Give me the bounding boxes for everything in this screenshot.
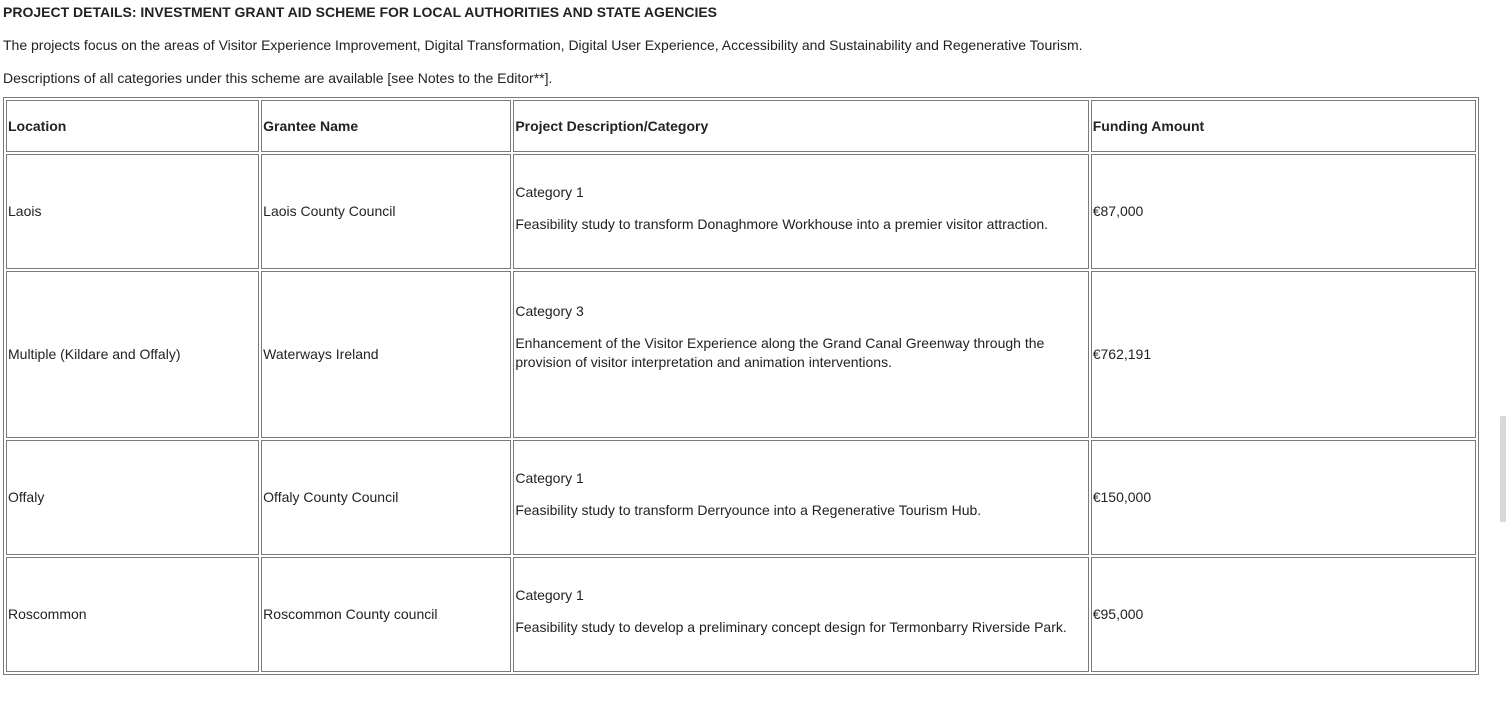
table-row <box>6 271 1476 438</box>
header-grantee-name: Grantee Name <box>261 100 511 152</box>
intro-paragraph: The projects focus on the areas of Visitor Experience Improvement, Digital Transformation, Digital User Experience, Accessibility and Sustainability and Regenerative Tourism. <box>3 37 1083 53</box>
cell-grantee: Waterways Ireland <box>261 271 511 438</box>
project-description: Feasibility study to transform Donaghmore Workhouse into a premier visitor attraction. <box>515 216 1049 232</box>
category-label: Category 3 <box>515 302 584 319</box>
project-description: Feasibility study to transform Derryounce into a Regenerative Tourism Hub. <box>515 502 982 518</box>
cell-location: Roscommon <box>6 557 259 672</box>
cell-funding: €95,000 <box>1091 557 1476 672</box>
notes-paragraph: Descriptions of all categories under this scheme are available [see Notes to the Editor**]. <box>3 70 553 86</box>
table-header-row <box>6 100 1476 152</box>
cell-description <box>513 440 1088 555</box>
cell-grantee: Laois County Council <box>261 154 511 269</box>
table-row <box>6 440 1476 555</box>
cell-grantee: Roscommon County council <box>261 557 511 672</box>
header-location: Location <box>6 100 259 152</box>
cell-location: Multiple (Kildare and Offaly) <box>6 271 259 438</box>
header-project-description: Project Description/Category <box>513 100 1088 152</box>
header-funding-amount: Funding Amount <box>1091 100 1476 152</box>
cell-funding: €762,191 <box>1091 271 1476 438</box>
cell-funding: €150,000 <box>1091 440 1476 555</box>
grants-table <box>3 97 1479 675</box>
table-row <box>6 557 1476 672</box>
cell-description <box>513 557 1088 672</box>
scrollbar-thumb[interactable] <box>1500 416 1506 522</box>
cell-location: Laois <box>6 154 259 269</box>
cell-funding: €87,000 <box>1091 154 1476 269</box>
page-title: PROJECT DETAILS: INVESTMENT GRANT AID SCHEME FOR LOCAL AUTHORITIES AND STATE AGENCIES <box>3 4 718 20</box>
category-label: Category 1 <box>515 470 584 486</box>
project-description: Enhancement of the Visitor Experience along the Grand Canal Greenway through the provision of visitor interpretation and animation interventions. <box>515 334 1045 370</box>
table-row <box>6 154 1476 269</box>
category-label: Category 1 <box>515 587 584 603</box>
category-label: Category 1 <box>515 184 584 200</box>
cell-description <box>513 154 1088 269</box>
cell-grantee: Offaly County Council <box>261 440 511 555</box>
cell-location: Offaly <box>6 440 259 555</box>
project-description: Feasibility study to develop a preliminary concept design for Termonbarry Riverside Park. <box>515 619 1067 635</box>
page-content <box>3 0 1483 635</box>
cell-description <box>513 271 1088 438</box>
